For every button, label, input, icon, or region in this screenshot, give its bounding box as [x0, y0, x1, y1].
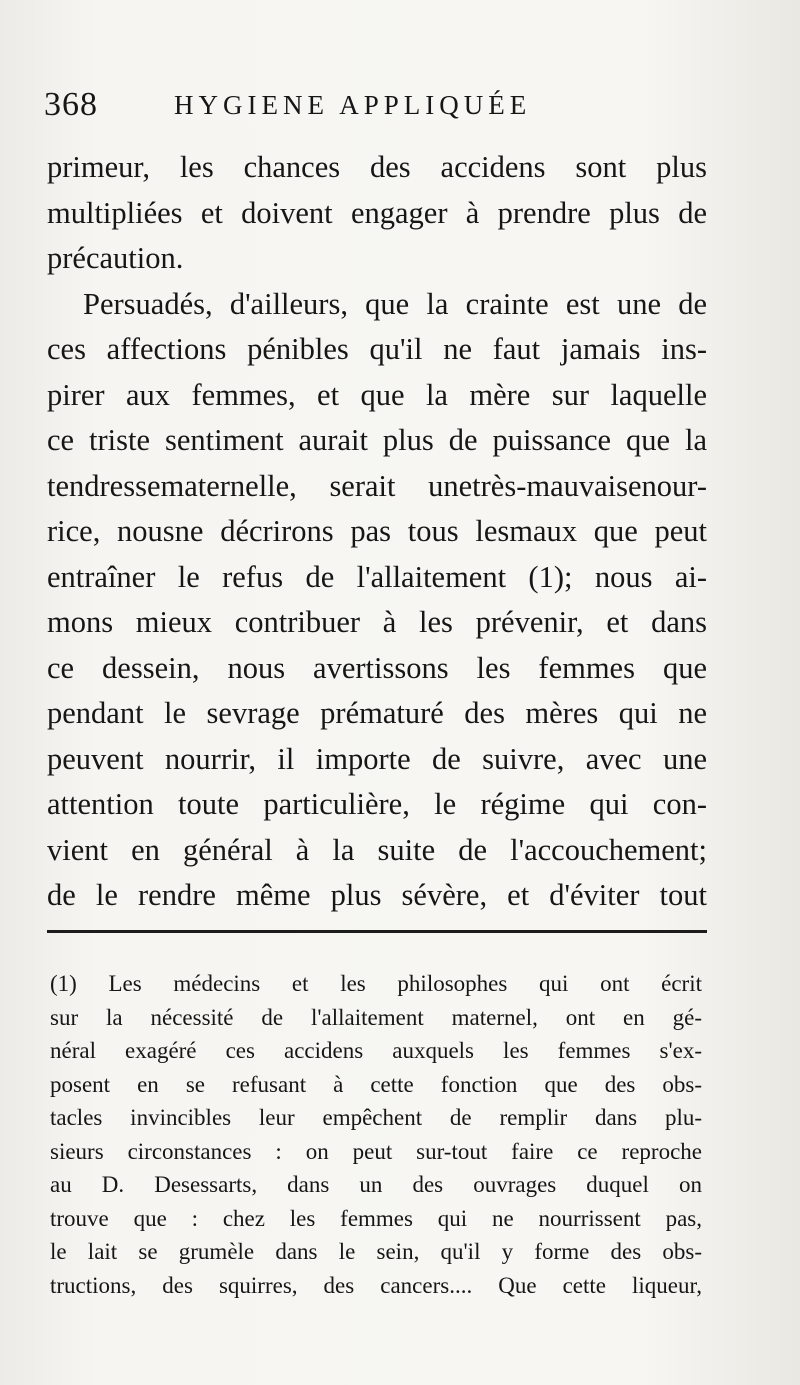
footnote-line: posent en se refusant à cette fonction que des obs- — [50, 1071, 702, 1097]
text-line: pendant le sevrage prématuré des mères qui ne — [47, 696, 707, 730]
footnote-line: sieurs circonstances : on peut sur-tout faire ce reproche — [50, 1138, 702, 1164]
text-line: pirer aux femmes, et que la mère sur laquelle — [47, 377, 707, 412]
running-title: HYGIENE APPLIQUÉE — [174, 90, 532, 120]
text-line: précaution. — [47, 241, 184, 275]
text-line: peuvent nourrir, il importe de suivre, avec une — [47, 741, 707, 776]
footnote-line: tructions, des squirres, des cancers.... Que cette liqueur, — [50, 1272, 702, 1298]
page-header — [44, 86, 744, 126]
text-line: vient en général à la suite de l'accouchement; — [47, 832, 707, 867]
text-line: ce triste sentiment aurait plus de puissance que la — [47, 423, 707, 457]
text-line: rice, nousne décrirons pas tous lesmaux que peut — [47, 514, 707, 548]
text-line: tendressematernelle, serait unetrès-mauvaisenour- — [47, 468, 707, 503]
footnote-line: tacles invincibles leur empêchent de remplir dans plu- — [50, 1105, 702, 1130]
text-line: Persuadés, d'ailleurs, que la crainte est une de — [83, 286, 707, 321]
text-line: ces affections pénibles qu'il ne faut jamais ins- — [47, 332, 707, 366]
text-line: entraîner le refus de l'allaitement (1); nous ai- — [47, 559, 707, 594]
footnote-line: néral exagéré ces accidens auxquels les femmes s'ex- — [50, 1038, 702, 1063]
text-line: primeur, les chances des accidens sont plus — [47, 150, 707, 184]
text-line: de le rendre même plus sévère, et d'éviter tout — [47, 878, 707, 912]
footnote-line: au D. Desessarts, dans un des ouvrages duquel on — [50, 1172, 702, 1197]
main-text — [47, 145, 707, 919]
footnote-line: (1) Les médecins et les philosophes qui ont écrit — [50, 971, 702, 996]
footnote-line: sur la nécessité de l'allaitement maternel, ont en gé- — [50, 1004, 702, 1030]
text-line: multipliées et doivent engager à prendre plus de — [47, 195, 707, 230]
page-number: 368 — [44, 86, 98, 123]
text-line: ce dessein, nous avertissons les femmes que — [47, 650, 707, 685]
footnote-line: le lait se grumèle dans le sein, qu'il y forme des obs- — [50, 1239, 702, 1264]
text-line: attention toute particulière, le régime qui con- — [47, 787, 707, 821]
footnote-line: trouve que : chez les femmes qui ne nourrissent pas, — [50, 1205, 702, 1231]
footnote — [50, 967, 702, 1302]
text-line: mons mieux contribuer à les prévenir, et dans — [47, 605, 707, 639]
footnote-divider — [47, 930, 707, 933]
